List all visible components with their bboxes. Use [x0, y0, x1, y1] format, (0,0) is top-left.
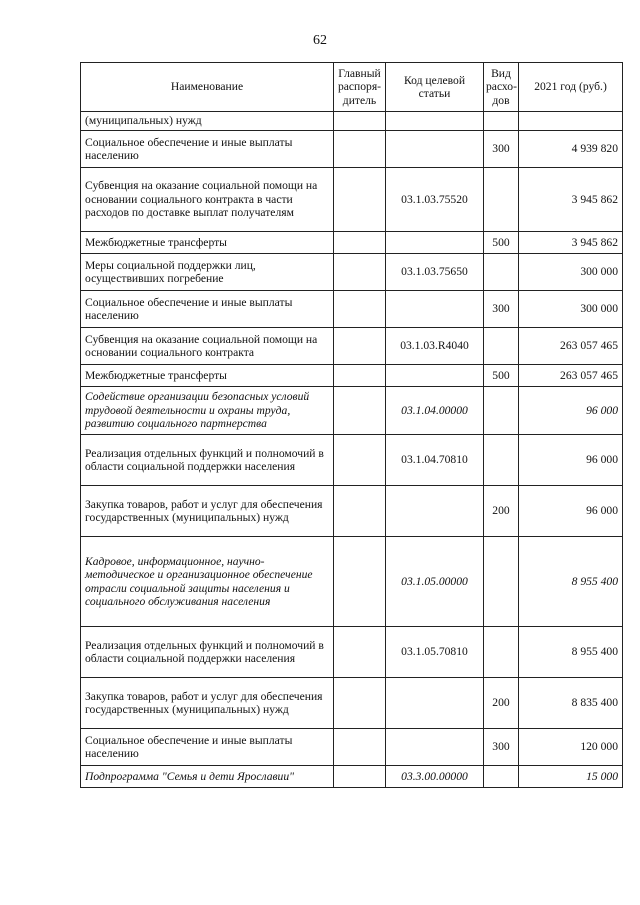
kind-cell	[484, 387, 519, 435]
name-cell: Меры социальной поддержки лиц, осуществивших погребение	[81, 254, 334, 291]
kind-cell	[484, 435, 519, 486]
name-cell: Подпрограмма "Семья и дети Ярославии"	[81, 766, 334, 788]
name-cell: (муниципальных) нужд	[81, 112, 334, 131]
manager-cell	[334, 168, 386, 232]
table-row	[81, 729, 623, 766]
manager-cell	[334, 254, 386, 291]
manager-cell	[334, 435, 386, 486]
kind-cell	[484, 254, 519, 291]
table-row	[81, 627, 623, 678]
manager-cell	[334, 365, 386, 387]
amount-cell: 4 939 820	[519, 131, 623, 168]
amount-cell: 96 000	[519, 387, 623, 435]
name-cell: Кадровое, информационное, научно-методическое и организационное обеспечение отрасли социальной защиты населения и социального обслуживания населения	[81, 537, 334, 627]
name-cell: Закупка товаров, работ и услуг для обеспечения государственных (муниципальных) нужд	[81, 486, 334, 537]
table-row	[81, 486, 623, 537]
name-cell: Содействие организации безопасных условий трудовой деятельности и охраны труда, развитию социального партнерства	[81, 387, 334, 435]
code-cell: 03.1.03.75520	[386, 168, 484, 232]
code-cell	[386, 678, 484, 729]
amount-cell: 263 057 465	[519, 365, 623, 387]
manager-cell	[334, 627, 386, 678]
amount-cell: 15 000	[519, 766, 623, 788]
table-row	[81, 766, 623, 788]
kind-cell	[484, 168, 519, 232]
manager-cell	[334, 232, 386, 254]
header-kind: Вид расхо-дов	[484, 63, 519, 112]
kind-cell	[484, 112, 519, 131]
code-cell	[386, 112, 484, 131]
code-cell: 03.1.03.75650	[386, 254, 484, 291]
name-cell: Межбюджетные трансферты	[81, 232, 334, 254]
name-cell: Социальное обеспечение и иные выплаты населению	[81, 291, 334, 328]
name-cell: Социальное обеспечение и иные выплаты населению	[81, 131, 334, 168]
kind-cell: 500	[484, 232, 519, 254]
code-cell	[386, 365, 484, 387]
manager-cell	[334, 678, 386, 729]
table-row	[81, 328, 623, 365]
manager-cell	[334, 387, 386, 435]
amount-cell: 3 945 862	[519, 168, 623, 232]
code-cell: 03.1.05.70810	[386, 627, 484, 678]
code-cell: 03.1.05.00000	[386, 537, 484, 627]
kind-cell: 300	[484, 131, 519, 168]
table-row	[81, 537, 623, 627]
code-cell	[386, 131, 484, 168]
table-row	[81, 168, 623, 232]
manager-cell	[334, 766, 386, 788]
manager-cell	[334, 131, 386, 168]
table-row	[81, 435, 623, 486]
amount-cell: 8 955 400	[519, 537, 623, 627]
name-cell: Реализация отдельных функций и полномочий в области социальной поддержки населения	[81, 627, 334, 678]
manager-cell	[334, 291, 386, 328]
amount-cell: 3 945 862	[519, 232, 623, 254]
code-cell	[386, 729, 484, 766]
kind-cell: 500	[484, 365, 519, 387]
code-cell: 03.1.04.00000	[386, 387, 484, 435]
kind-cell	[484, 766, 519, 788]
table-row	[81, 131, 623, 168]
kind-cell	[484, 537, 519, 627]
header-amount: 2021 год (руб.)	[519, 63, 623, 112]
manager-cell	[334, 729, 386, 766]
amount-cell: 300 000	[519, 254, 623, 291]
name-cell: Субвенция на оказание социальной помощи на основании социального контракта	[81, 328, 334, 365]
amount-cell: 300 000	[519, 291, 623, 328]
header-name: Наименование	[81, 63, 334, 112]
kind-cell	[484, 328, 519, 365]
kind-cell	[484, 627, 519, 678]
header-code: Код целевой статьи	[386, 63, 484, 112]
table-row	[81, 232, 623, 254]
amount-cell: 96 000	[519, 435, 623, 486]
kind-cell: 200	[484, 678, 519, 729]
code-cell: 03.3.00.00000	[386, 766, 484, 788]
manager-cell	[334, 537, 386, 627]
table-row	[81, 678, 623, 729]
table-body	[81, 112, 623, 788]
code-cell	[386, 232, 484, 254]
table-row	[81, 387, 623, 435]
code-cell	[386, 291, 484, 328]
table-row	[81, 291, 623, 328]
budget-table	[80, 62, 623, 788]
name-cell: Закупка товаров, работ и услуг для обеспечения государственных (муниципальных) нужд	[81, 678, 334, 729]
amount-cell	[519, 112, 623, 131]
code-cell: 03.1.03.R4040	[386, 328, 484, 365]
amount-cell: 8 955 400	[519, 627, 623, 678]
table-row	[81, 112, 623, 131]
amount-cell: 96 000	[519, 486, 623, 537]
code-cell: 03.1.04.70810	[386, 435, 484, 486]
table-header-row	[81, 63, 623, 112]
kind-cell: 200	[484, 486, 519, 537]
name-cell: Реализация отдельных функций и полномочий в области социальной поддержки населения	[81, 435, 334, 486]
kind-cell: 300	[484, 291, 519, 328]
amount-cell: 120 000	[519, 729, 623, 766]
page-number: 62	[313, 33, 327, 48]
table-row	[81, 365, 623, 387]
table-row	[81, 254, 623, 291]
amount-cell: 8 835 400	[519, 678, 623, 729]
name-cell: Межбюджетные трансферты	[81, 365, 334, 387]
name-cell: Социальное обеспечение и иные выплаты населению	[81, 729, 334, 766]
manager-cell	[334, 486, 386, 537]
header-manager: Главный распоря-дитель	[334, 63, 386, 112]
manager-cell	[334, 112, 386, 131]
name-cell: Субвенция на оказание социальной помощи на основании социального контракта в части расходов по доставке выплат получателям	[81, 168, 334, 232]
amount-cell: 263 057 465	[519, 328, 623, 365]
code-cell	[386, 486, 484, 537]
manager-cell	[334, 328, 386, 365]
kind-cell: 300	[484, 729, 519, 766]
